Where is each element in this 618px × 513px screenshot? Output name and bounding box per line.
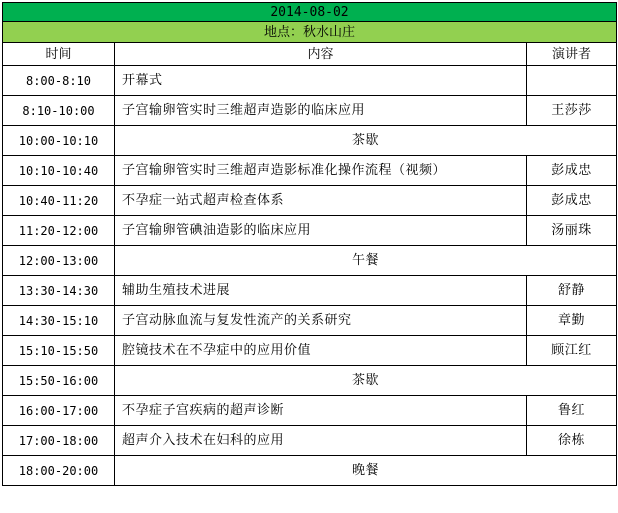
- speaker-cell: 王莎莎: [527, 96, 617, 126]
- table-row: [3, 276, 617, 306]
- speaker-cell: 舒静: [527, 276, 617, 306]
- content-cell: 开幕式: [115, 66, 527, 96]
- table-row: [3, 456, 617, 486]
- content-cell: 辅助生殖技术进展: [115, 276, 527, 306]
- time-cell: 10:10-10:40: [3, 156, 115, 186]
- speaker-cell: 鲁红: [527, 396, 617, 426]
- table-row: [3, 186, 617, 216]
- header-time: 时间: [3, 43, 115, 66]
- break-cell: 晚餐: [115, 456, 617, 486]
- location-cell: 地点：秋水山庄: [3, 22, 617, 43]
- speaker-cell: 彭成忠: [527, 186, 617, 216]
- table-row: [3, 156, 617, 186]
- content-cell: 子宫输卵管碘油造影的临床应用: [115, 216, 527, 246]
- location-row: [3, 22, 617, 43]
- speaker-cell: 汤丽珠: [527, 216, 617, 246]
- table-row: [3, 366, 617, 396]
- break-cell: 茶歇: [115, 366, 617, 396]
- time-cell: 17:00-18:00: [3, 426, 115, 456]
- table-row: [3, 396, 617, 426]
- table-row: [3, 336, 617, 366]
- time-cell: 18:00-20:00: [3, 456, 115, 486]
- time-cell: 14:30-15:10: [3, 306, 115, 336]
- content-cell: 不孕症一站式超声检查体系: [115, 186, 527, 216]
- table-row: [3, 96, 617, 126]
- time-cell: 8:00-8:10: [3, 66, 115, 96]
- time-cell: 11:20-12:00: [3, 216, 115, 246]
- table-row: [3, 426, 617, 456]
- break-cell: 茶歇: [115, 126, 617, 156]
- header-speaker: 演讲者: [527, 43, 617, 66]
- content-cell: 子宫输卵管实时三维超声造影标准化操作流程（视频）: [115, 156, 527, 186]
- date-cell: 2014-08-02: [3, 3, 617, 22]
- date-row: [3, 3, 617, 22]
- header-content: 内容: [115, 43, 527, 66]
- speaker-cell: 徐栋: [527, 426, 617, 456]
- speaker-cell: 彭成忠: [527, 156, 617, 186]
- time-cell: 10:40-11:20: [3, 186, 115, 216]
- table-row: [3, 306, 617, 336]
- speaker-cell: [527, 66, 617, 96]
- speaker-cell: 章勤: [527, 306, 617, 336]
- content-cell: 子宫动脉血流与复发性流产的关系研究: [115, 306, 527, 336]
- time-cell: 12:00-13:00: [3, 246, 115, 276]
- speaker-cell: 顾江红: [527, 336, 617, 366]
- table-row: [3, 126, 617, 156]
- content-cell: 不孕症子宫疾病的超声诊断: [115, 396, 527, 426]
- content-cell: 超声介入技术在妇科的应用: [115, 426, 527, 456]
- table-row: [3, 246, 617, 276]
- content-cell: 腔镜技术在不孕症中的应用价值: [115, 336, 527, 366]
- header-row: [3, 43, 617, 66]
- time-cell: 10:00-10:10: [3, 126, 115, 156]
- time-cell: 15:50-16:00: [3, 366, 115, 396]
- time-cell: 8:10-10:00: [3, 96, 115, 126]
- schedule-sheet: [2, 2, 616, 486]
- time-cell: 15:10-15:50: [3, 336, 115, 366]
- schedule-table: [2, 2, 617, 486]
- table-row: [3, 216, 617, 246]
- time-cell: 16:00-17:00: [3, 396, 115, 426]
- break-cell: 午餐: [115, 246, 617, 276]
- table-row: [3, 66, 617, 96]
- content-cell: 子宫输卵管实时三维超声造影的临床应用: [115, 96, 527, 126]
- time-cell: 13:30-14:30: [3, 276, 115, 306]
